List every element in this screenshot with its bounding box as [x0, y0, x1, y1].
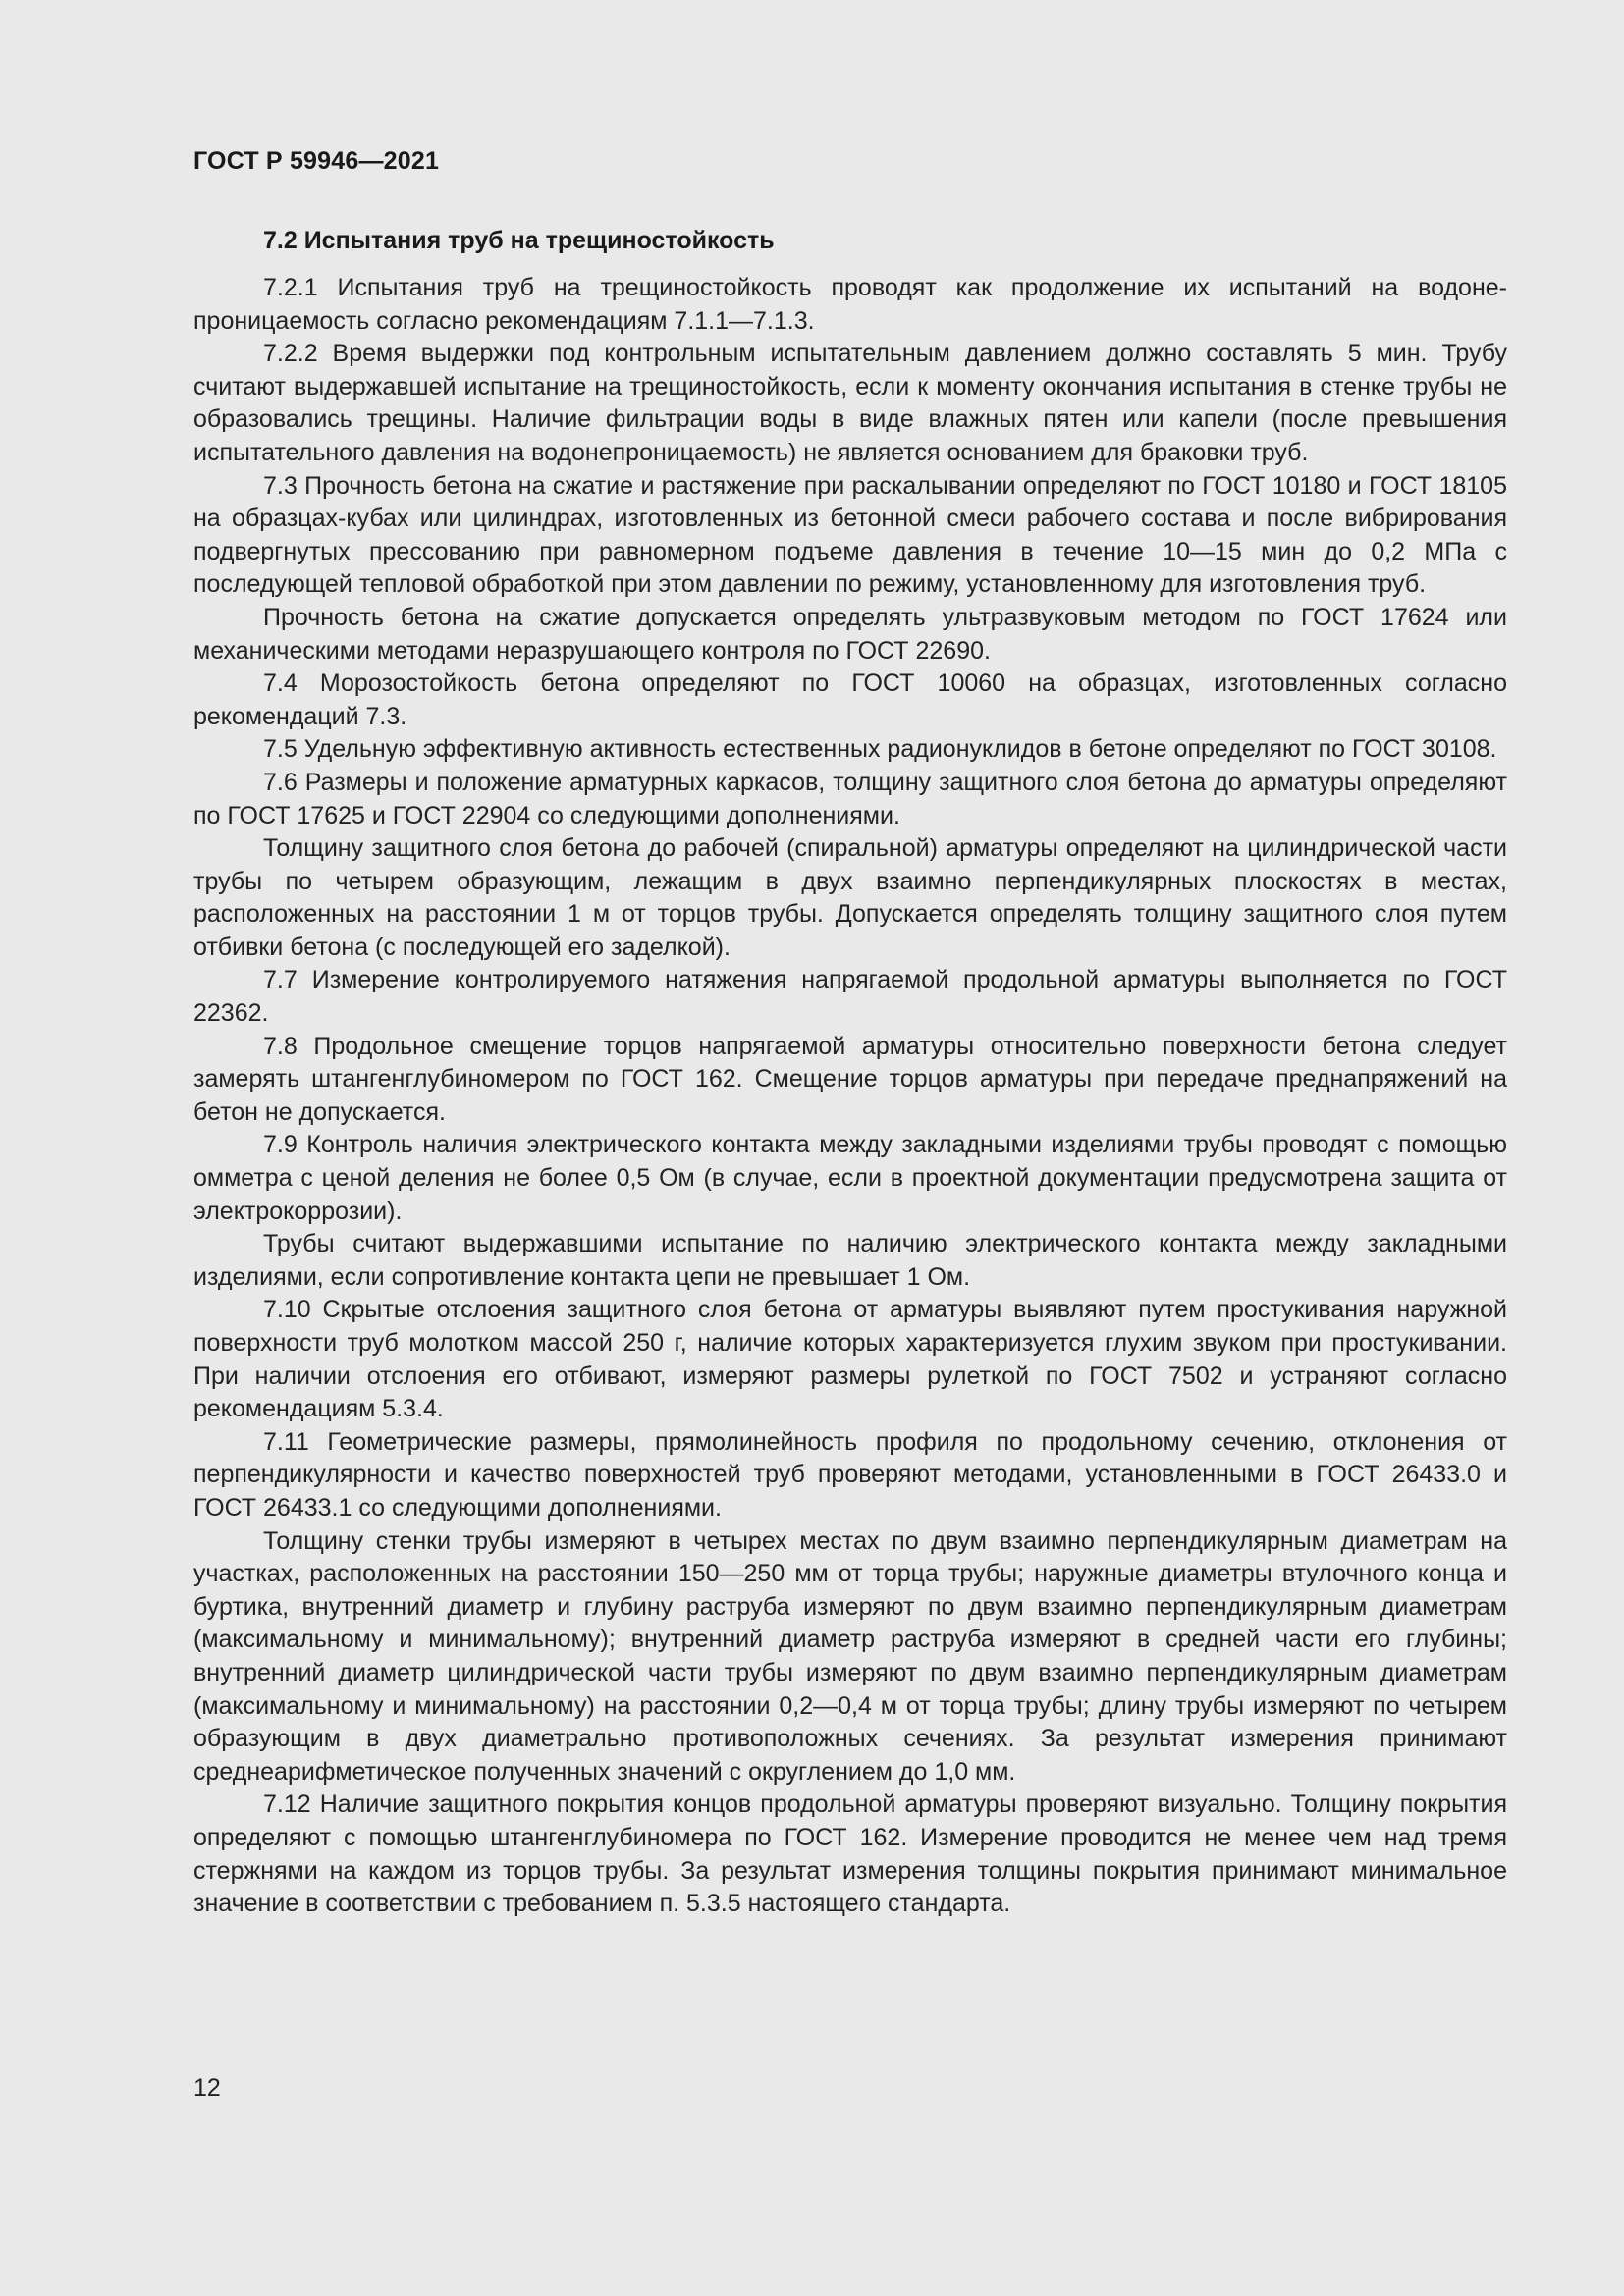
- paragraph-7-9-note: Трубы считают выдержавшими испытание по наличию электрического контакта между закладными изделиями, если сопротивление контакта цепи не превышает 1 Ом.: [193, 1230, 1507, 1291]
- paragraph-7-11-note: Толщину стенки трубы измеряют в четырех местах по двум взаимно перпендикулярным диаметрам на участках, расположенных на расстоянии 150—250 мм от торца трубы; наружные диаметры втулочного конца и буртика, внутренний диаметр и глубину раструба измеряют по двум взаимно перпендикулярным диаметрам (максимальному и минимальному); внутренний диаметр раструба измеряют в средней части его глубины; внутренний диаметр цилиндрической части трубы измеряют по двум взаимно перпендикулярным диаметрам (максимальному и минимальному) на расстоянии 0,2—0,4 м от торца трубы; длину трубы измеряют по четырем образующим в двух диаметрально противоположных сечениях. За результат измерения принимают среднеарифметическое полученных значений с округлением до 1,0 мм.: [193, 1526, 1507, 1786]
- paragraph-7-7: 7.7 Измерение контролируемого натяжения напрягаемой продольной арматуры выполняется по ГОСТ 22362.: [193, 966, 1507, 1028]
- paragraph-7-10: 7.10 Скрытые отслоения защитного слоя бетона от арматуры выявляют путем простукивания наружной поверхности труб молотком массой 250 г, наличие которых характеризуется глухим звуком при простукивании. При наличии отслоения его отбивают, измеряют размеры рулеткой по ГОСТ 7502 и устраняют согласно рекомендациям 5.3.4.: [193, 1296, 1507, 1423]
- page-number: 12: [193, 2074, 221, 2102]
- paragraph-7-9: 7.9 Контроль наличия электрического контакта между закладными изделиями трубы проводят с помощью омметра с ценой деления не более 0,5 Ом (в случае, если в проектной документации предусмотрена защита от электрокоррозии).: [193, 1131, 1507, 1225]
- paragraph-7-3-note: Прочность бетона на сжатие допускается определять ультразвуковым методом по ГОСТ 17624 или механическими методами неразрушающего контроля по ГОСТ 22690.: [193, 603, 1507, 665]
- paragraph-7-4: 7.4 Морозостойкость бетона определяют по ГОСТ 10060 на образцах, изготовленных согласно рекомендаций 7.3.: [193, 669, 1507, 730]
- paragraph-7-6-note: Толщину защитного слоя бетона до рабочей (спиральной) арматуры определяют на цилиндрической части трубы по четырем образующим, лежащим в двух взаимно перпендикулярных плоскостях в местах, расположенных на расстоянии 1 м от торцов трубы. Допускается определять толщину защитного слоя путем отбивки бетона (с последующей его заделкой).: [193, 834, 1507, 961]
- paragraph-7-11: 7.11 Геометрические размеры, прямолинейность профиля по продольному сечению, отклонения от перпендикулярности и качество поверхностей труб проверяют методами, установленными в ГОСТ 26433.0 и ГОСТ 26433.1 со следующими дополнениями.: [193, 1427, 1507, 1522]
- document-code-header: ГОСТ Р 59946—2021: [193, 147, 440, 175]
- paragraph-7-2-2: 7.2.2 Время выдержки под контрольным испытательным давлением должно составлять 5 мин. Трубу считают выдержавшей испытание на трещиностойкость, если к моменту окончания испытания в стенке трубы не образовались трещины. Наличие фильтрации воды в виде влажных пятен или капели (после превышения испытательного давления на водонепроницаемость) не является основанием для браковки труб.: [193, 340, 1507, 466]
- section-title: 7.2 Испытания труб на трещиностойкость: [263, 227, 775, 254]
- paragraph-7-8: 7.8 Продольное смещение торцов напрягаемой арматуры относительно поверхности бетона следует замерять штангенглубиномером по ГОСТ 162. Смещение торцов арматуры при передаче преднапряжений на бетон не допускается.: [193, 1032, 1507, 1126]
- paragraph-7-12: 7.12 Наличие защитного покрытия концов продольной арматуры проверяют визуально. Толщину покрытия определяют с помощью штангенглубиномера по ГОСТ 162. Измерение проводится не менее чем над тремя стержнями на каждом из торцов трубы. За результат измерения толщины покрытия принимают минимальное значение в соответствии с требованием п. 5.3.5 настоящего стандарта.: [193, 1790, 1507, 1918]
- paragraph-7-2-1: 7.2.1 Испытания труб на трещиностойкость проводят как продолжение их испытаний на водонепроницаемость согласно рекомендациям 7.1.1—7.1.3.: [193, 274, 1507, 335]
- paragraph-7-3: 7.3 Прочность бетона на сжатие и растяжение при раскалывании определяют по ГОСТ 10180 и ГОСТ 18105 на образцах-кубах или цилиндрах, изготовленных из бетонной смеси рабочего состава и после вибрирования подвергнутых прессованию при равномерном подъеме давления в течение 10—15 мин до 0,2 МПа с последующей тепловой обработкой при этом давлении по режиму, установленному для изготовления труб.: [193, 471, 1507, 599]
- paragraph-7-6: 7.6 Размеры и положение арматурных каркасов, толщину защитного слоя бетона до арматуры определяют по ГОСТ 17625 и ГОСТ 22904 со следующими дополнениями.: [193, 768, 1507, 829]
- paragraph-7-5: 7.5 Удельную эффективную активность естественных радионуклидов в бетоне определяют по ГОСТ 30108.: [263, 735, 1497, 764]
- document-body: [193, 272, 1507, 1921]
